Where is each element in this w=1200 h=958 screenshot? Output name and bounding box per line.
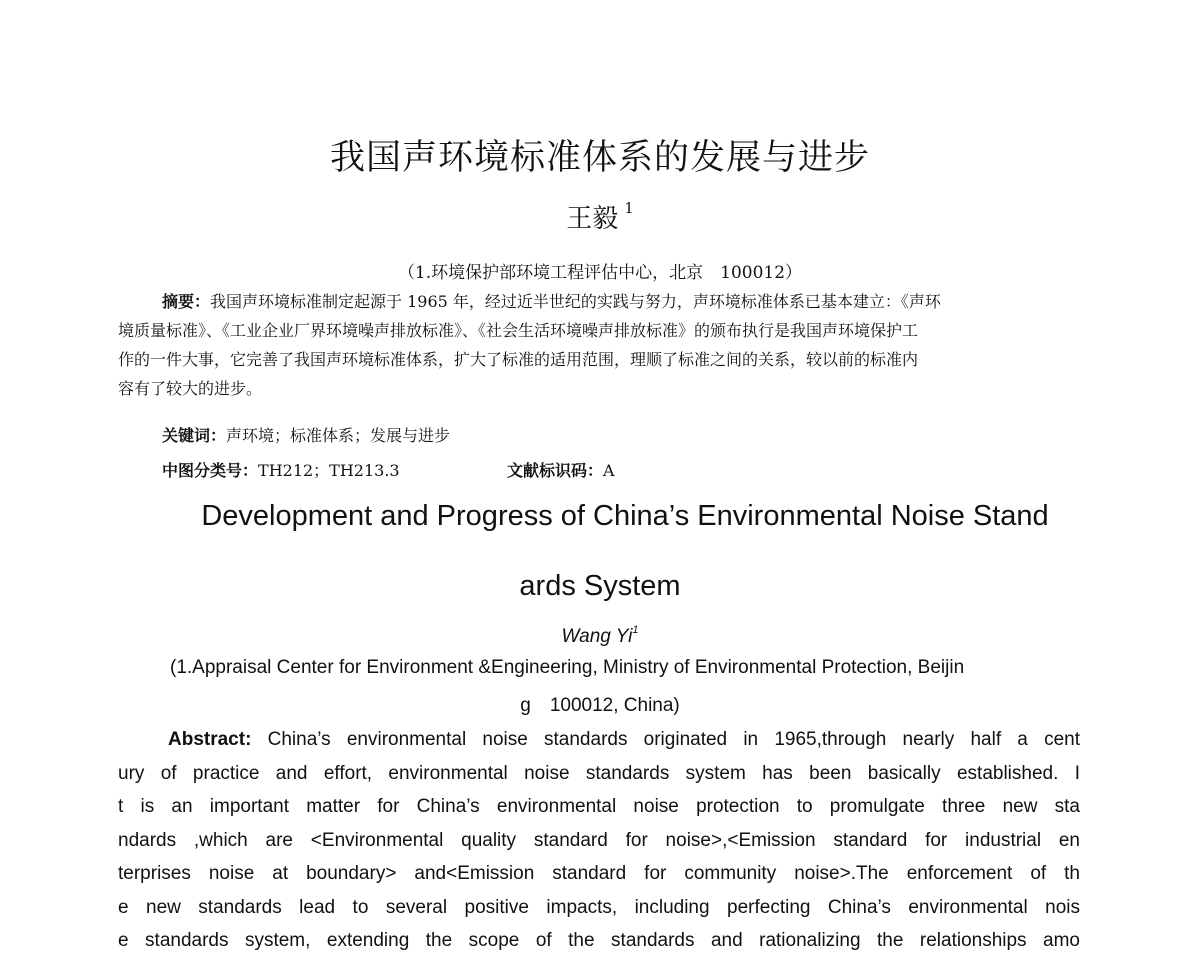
english-abstract-line-1: Abstract: China’s environmental noise standards originated in 1965,through nearly half a cent [168,729,1080,750]
chinese-keywords-value: 声环境；标准体系；发展与进步 [226,426,451,445]
chinese-classification [162,458,400,481]
chinese-abstract-line-1: 摘要：我国声环境标准制定起源于 1965 年，经过近半世纪的实践与努力，声环境标准体系已基本建立：《声环 [162,292,941,311]
chinese-abstract-line-2: 境质量标准》、《工业企业厂界环境噪声排放标准》、《社会生活环境噪声排放标准》的颁布执行是我国声环境保护工 [118,321,919,340]
chinese-keywords-label: 关键词： [162,426,227,445]
document-code-label: 文献标识码： [507,461,604,480]
chinese-abstract [118,287,1080,403]
classification-value: TH212；TH213.3 [258,461,400,480]
english-abstract-line-2: ury of practice and effort, environmental noise standards system has been basically established. I [118,762,1080,784]
english-abstract-line-6: e new standards lead to several positive impacts, including perfecting China’s environmental nois [118,896,1080,918]
document-code [507,458,615,481]
english-author [0,624,1200,648]
chinese-title: 我国声环境标准体系的发展与进步 [329,138,870,178]
document-code-value: A [603,461,615,480]
classification-label: 中图分类号： [162,461,259,480]
english-abstract-label: Abstract: [168,729,252,750]
english-affiliation-line-1: (1.Appraisal Center for Environment &Engineering, Ministry of Environmental Protection, Beijin [170,657,965,678]
chinese-author-name: 王毅 [566,204,619,234]
english-author-superscript: 1 [632,624,639,636]
english-abstract-line-7: e standards system, extending the scope of the standards and rationalizing the relationships amo [118,930,1080,951]
english-affiliation-line-2: g 100012, China) [520,695,680,716]
chinese-abstract-line-3: 作的一件大事，它完善了我国声环境标准体系，扩大了标准的适用范围，理顺了标准之间的关系，较以前的标准内 [118,350,919,369]
english-title-line-1: Development and Progress of China’s Environmental Noise Stand [201,500,1049,532]
english-title-line-2: ards System [519,570,681,602]
chinese-abstract-line-4: 容有了较大的进步。 [118,379,263,398]
english-abstract-line-4: ndards ,which are <Environmental quality standard for noise>,<Emission standard for industrial en [118,829,1080,851]
english-abstract-line-3: t is an important matter for China’s environmental noise protection to promulgate three new sta [118,796,1080,817]
chinese-affiliation: （1.环境保护部环境工程评估中心，北京 100012） [397,263,803,283]
chinese-author-superscript: 1 [624,199,634,217]
english-abstract [118,723,1080,958]
chinese-abstract-label: 摘要： [162,292,211,311]
english-author-name: Wang Yi [561,626,633,647]
english-abstract-line-5: terprises noise at boundary> and<Emission standard for community noise>.The enforcement of th [118,863,1080,884]
chinese-author [0,198,1200,235]
chinese-keywords [162,423,450,446]
